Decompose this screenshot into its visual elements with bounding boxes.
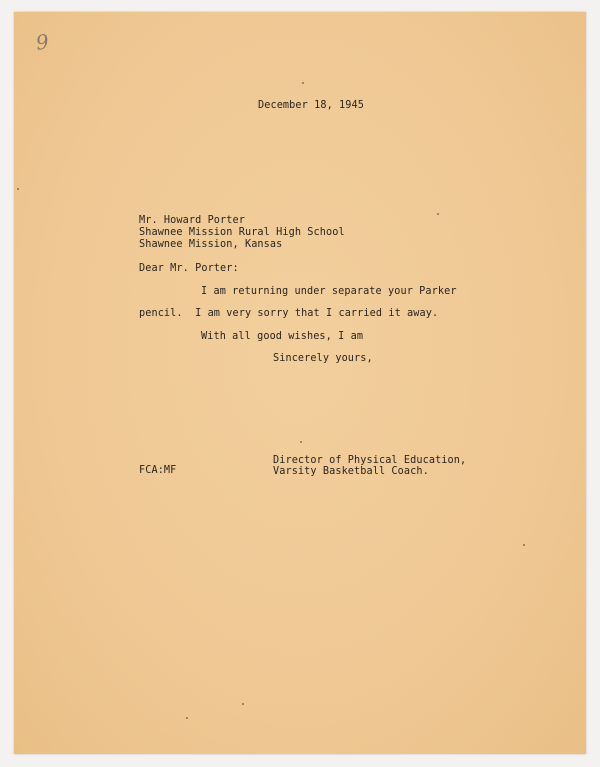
- body-line-1: I am returning under separate your Parker: [201, 286, 457, 297]
- paper-speck: [523, 544, 525, 546]
- complimentary-close: Sincerely yours,: [273, 353, 373, 364]
- paper-speck: [302, 82, 304, 84]
- recipient-institution: Shawnee Mission Rural High School: [139, 227, 345, 238]
- signature-title-line-2: Varsity Basketball Coach.: [273, 466, 429, 477]
- signature-title-line-1: Director of Physical Education,: [273, 455, 467, 466]
- handwritten-page-number: 9: [34, 29, 51, 55]
- letter-date: December 18, 1945: [258, 100, 364, 111]
- closing-wish: With all good wishes, I am: [201, 331, 364, 342]
- letter-page: [14, 12, 586, 754]
- reference-initials: FCA:MF: [139, 465, 177, 476]
- paper-speck: [437, 213, 439, 215]
- paper-speck: [242, 703, 244, 705]
- recipient-location: Shawnee Mission, Kansas: [139, 239, 283, 250]
- paper-speck: [186, 717, 188, 719]
- recipient-name: Mr. Howard Porter: [139, 215, 245, 226]
- paper-speck: [17, 188, 19, 190]
- salutation: Dear Mr. Porter:: [139, 263, 239, 274]
- body-line-2: pencil. I am very sorry that I carried it away.: [139, 308, 439, 319]
- paper-speck: [300, 441, 302, 443]
